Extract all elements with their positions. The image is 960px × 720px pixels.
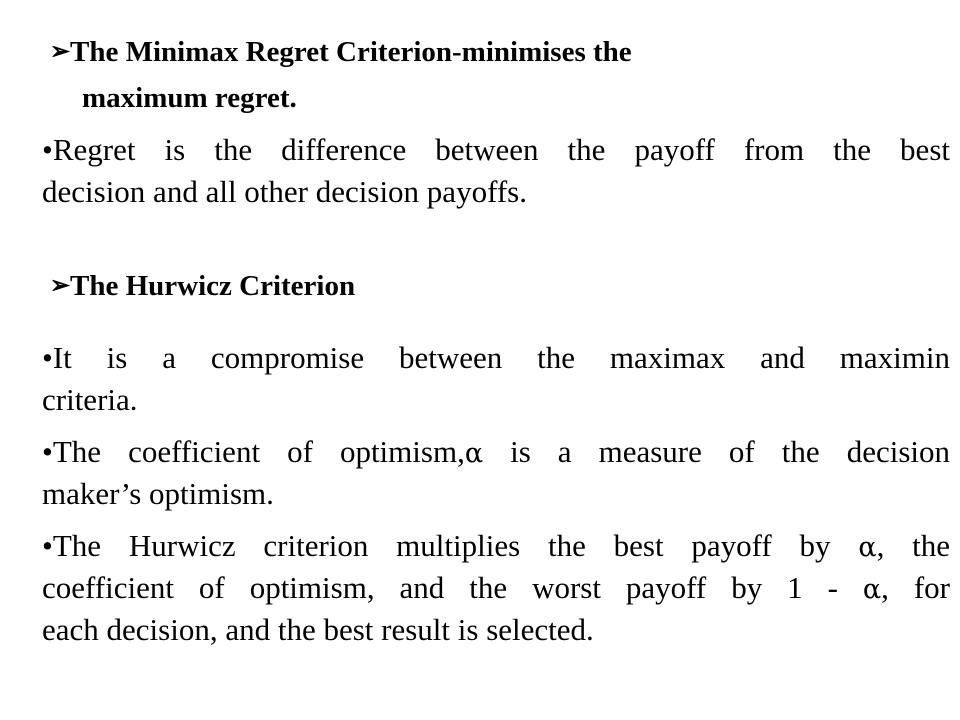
regret-definition-text-1: Regret is the difference between the payoff from the best [52, 132, 950, 167]
hurwicz-point-2-line-2 [42, 474, 950, 514]
alpha-symbol: α [858, 532, 877, 563]
hurwicz-point-1-line-1 [42, 338, 950, 378]
regret-definition-line-1 [42, 130, 950, 170]
hurwicz-point-3-text-d: , for [881, 570, 950, 605]
arrow-bullet-icon: ➢ [50, 273, 71, 299]
hurwicz-point-2-text-a: The coefficient of optimism, [52, 434, 465, 469]
hurwicz-point-3-text-b: , the [876, 528, 950, 563]
dot-bullet-icon: • [42, 434, 53, 469]
hurwicz-heading [50, 268, 355, 304]
hurwicz-point-1-line-2 [42, 380, 950, 420]
hurwicz-point-2-line-1 [42, 432, 950, 474]
dot-bullet-icon: • [42, 132, 53, 167]
hurwicz-point-3-line-1 [42, 526, 950, 568]
hurwicz-point-3-line-2 [42, 568, 950, 610]
minimax-heading-line-1 [50, 34, 632, 70]
dot-bullet-icon: • [42, 340, 53, 375]
minimax-heading-text-2: maximum regret. [82, 82, 297, 114]
minimax-heading-line-2 [82, 80, 297, 116]
hurwicz-point-3-text-c: coefficient of optimism, and the worst payoff by 1 - [42, 570, 863, 605]
regret-definition-line-2 [42, 172, 950, 212]
hurwicz-heading-text: The Hurwicz Criterion [70, 270, 356, 302]
hurwicz-point-1-text-1: It is a compromise between the maximax and maximin [52, 340, 950, 375]
hurwicz-point-3-text-e: each decision, and the best result is selected. [42, 612, 594, 647]
hurwicz-point-3-line-3 [42, 610, 950, 650]
regret-definition-text-2: decision and all other decision payoffs. [42, 174, 527, 209]
hurwicz-point-2-text-b: is a measure of the decision [483, 434, 950, 469]
minimax-heading-text: The Minimax Regret Criterion-minimises the [70, 36, 632, 68]
hurwicz-point-2-text-2: maker’s optimism. [42, 476, 274, 511]
hurwicz-point-1-text-2: criteria. [42, 382, 138, 417]
alpha-symbol: α [464, 438, 484, 469]
dot-bullet-icon: • [42, 528, 53, 563]
arrow-bullet-icon: ➢ [50, 39, 71, 65]
alpha-symbol: α [862, 574, 882, 605]
hurwicz-point-3-text-a: The Hurwicz criterion multiplies the best payoff by [52, 528, 859, 563]
